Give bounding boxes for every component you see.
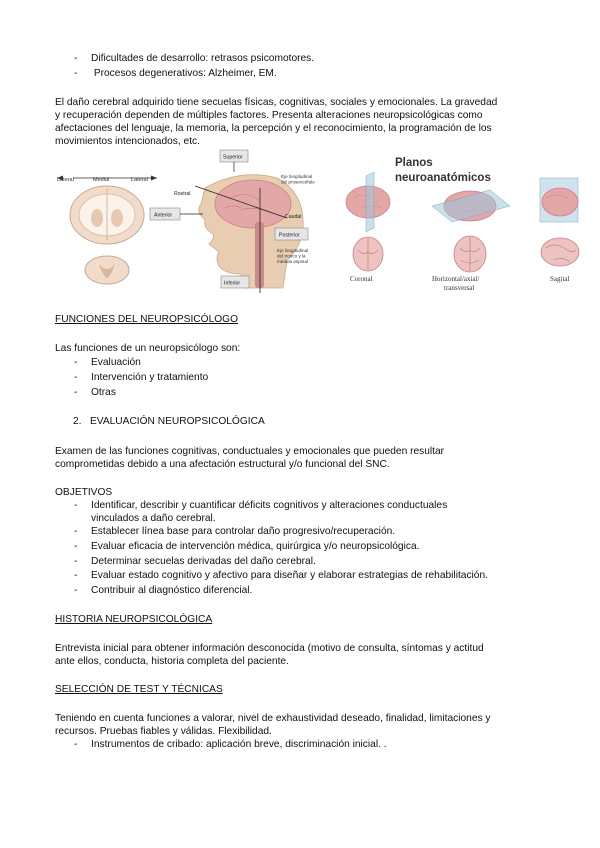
label-sagital: Sagital (550, 275, 570, 283)
bullet-item: - Otras (74, 387, 116, 398)
section-number: 2. (73, 416, 82, 427)
label-medial: Medial (93, 177, 110, 183)
label-caudal: Caudal (285, 214, 302, 220)
bullet-text: Intervención y tratamiento (91, 372, 209, 383)
bullet-text: Dificultades de desarrollo: retrasos psicomotores. (91, 53, 315, 64)
label-coronal: Coronal (350, 275, 373, 283)
label-anterior: Anterior (154, 212, 173, 219)
bullet-text: Evaluación (91, 357, 141, 368)
bullet-item: - Identificar, describir y cuantificar déficits cognitivos y alteraciones conductuales (74, 500, 448, 511)
paragraph-line: afectaciones del lenguaje, la memoria, la percepción y el reconocimiento, la programación de los (55, 123, 492, 134)
label-rostral: Rostral (174, 191, 191, 197)
label-inferior: Inferior (224, 280, 241, 287)
label-lateral-right: Lateral (131, 177, 148, 183)
brain-orientation-figure (55, 148, 330, 296)
planes-title-line2: neuroanatómicos (395, 172, 491, 184)
paragraph-line: Teniendo en cuenta funciones a valorar, nivel de exhaustividad deseado, finalidad, limitaciones y (55, 713, 491, 724)
label-eje-prosencefalo: Eje longitudinal del prosencéfalo (281, 174, 315, 185)
label-posterior: Posterior (279, 232, 300, 239)
paragraph-line: Entrevista inicial para obtener información desconocida (motivo de consulta, síntomas y actitud (55, 643, 484, 654)
bullet-item: - Evaluar estado cognitivo y afectivo para diseñar y elaborar estrategias de rehabilitación. (74, 570, 488, 581)
bullet-item: - Intervención y tratamiento (74, 372, 209, 383)
bullet-text: Evaluar estado cognitivo y afectivo para diseñar y elaborar estrategias de rehabilitación. (91, 570, 488, 581)
arrow-head (151, 176, 157, 181)
bullet-text: Determinar secuelas derivadas del daño cerebral. (91, 556, 316, 567)
bullet-item: - Procesos degenerativos: Alzheimer, EM. (74, 68, 277, 79)
label-horizontal-line1: Horizontal/axial/ (432, 275, 480, 283)
paragraph-line: y recuperación dependen de múltiples factores. Presenta alteraciones neuropsicológicas como (55, 110, 483, 121)
bullet-text: Procesos degenerativos: Alzheimer, EM. (91, 68, 277, 79)
neuroanatomical-planes-figure (340, 150, 585, 296)
bullet-text: Identificar, describir y cuantificar déficits cognitivos y alteraciones conductuales (91, 500, 448, 511)
section-heading (73, 415, 265, 428)
bullet-item: - Instrumentos de cribado: aplicación breve, discriminación inicial. . (74, 739, 387, 750)
bullet-item: - Contribuir al diagnóstico diferencial. (74, 585, 253, 596)
spinal-cord-section (85, 256, 129, 284)
bullet-item: - Evaluar eficacia de intervención médica, quirúrgica y/o neuropsicológica. (74, 541, 420, 552)
horizontal-plane-brain (432, 190, 510, 222)
sagittal-section-slice (541, 238, 579, 266)
paragraph-line: El daño cerebral adquirido tiene secuelas físicas, cognitivas, sociales y emocionales. La gravedad (55, 97, 498, 108)
bullet-continuation: vinculados a daño cerebral. (91, 513, 216, 524)
label-lateral-left: Lateral (57, 177, 74, 183)
section-title: EVALUACIÓN NEUROPSICOLÓGICA (90, 416, 265, 427)
bullet-text: Establecer línea base para controlar daño progresivo/recuperación. (91, 526, 396, 537)
seleccion-heading: SELECCIÓN DE TEST Y TÉCNICAS (55, 684, 223, 695)
bullet-item: - Establecer línea base para controlar daño progresivo/recuperación. (74, 526, 396, 537)
bullet-text: Evaluar eficacia de intervención médica, quirúrgica y/o neuropsicológica. (91, 541, 420, 552)
funciones-intro: Las funciones de un neuropsicólogo son: (55, 343, 241, 354)
coronal-section-slice (353, 237, 383, 271)
bullet-item: - Determinar secuelas derivadas del daño cerebral. (74, 556, 316, 567)
paragraph-line: ante ellos, conducta, historia completa del paciente. (55, 656, 289, 667)
paragraph-line: Examen de las funciones cognitivas, conductuales y emocionales que pueden resultar (55, 446, 445, 457)
objetivos-heading: OBJETIVOS (55, 487, 113, 498)
bullet-text: Otras (91, 387, 116, 398)
label-eje-tronco: Eje longitudinal del tronco y la médula espinal (277, 248, 309, 264)
bullet-text: Instrumentos de cribado: aplicación breve, discriminación inicial. . (91, 739, 387, 750)
bullet-item: - Dificultades de desarrollo: retrasos psicomotores. (74, 53, 315, 64)
coronal-brain-section (70, 186, 144, 244)
coronal-plane-brain (346, 172, 390, 232)
paragraph-line: movimientos intencionados, etc. (55, 136, 200, 147)
paragraph-line: recursos. Pruebas fiables y válidas. Flexibilidad. (55, 726, 272, 737)
funciones-heading: FUNCIONES DEL NEUROPSICÓLOGO (55, 314, 239, 325)
paragraph-line: comprometidas debido a una afectación estructural y/o funcional del SNC. (55, 459, 390, 470)
planes-title-line1: Planos (395, 157, 433, 169)
bullet-text: Contribuir al diagnóstico diferencial. (91, 585, 253, 596)
bullet-item: - Evaluación (74, 357, 141, 368)
label-horizontal-line2: transversal (444, 284, 475, 292)
label-superior: Superior (223, 154, 243, 161)
horizontal-section-slice (454, 236, 486, 272)
sagittal-plane-brain (540, 178, 578, 222)
historia-heading: HISTORIA NEUROPSICOLÓGICA (55, 614, 213, 625)
